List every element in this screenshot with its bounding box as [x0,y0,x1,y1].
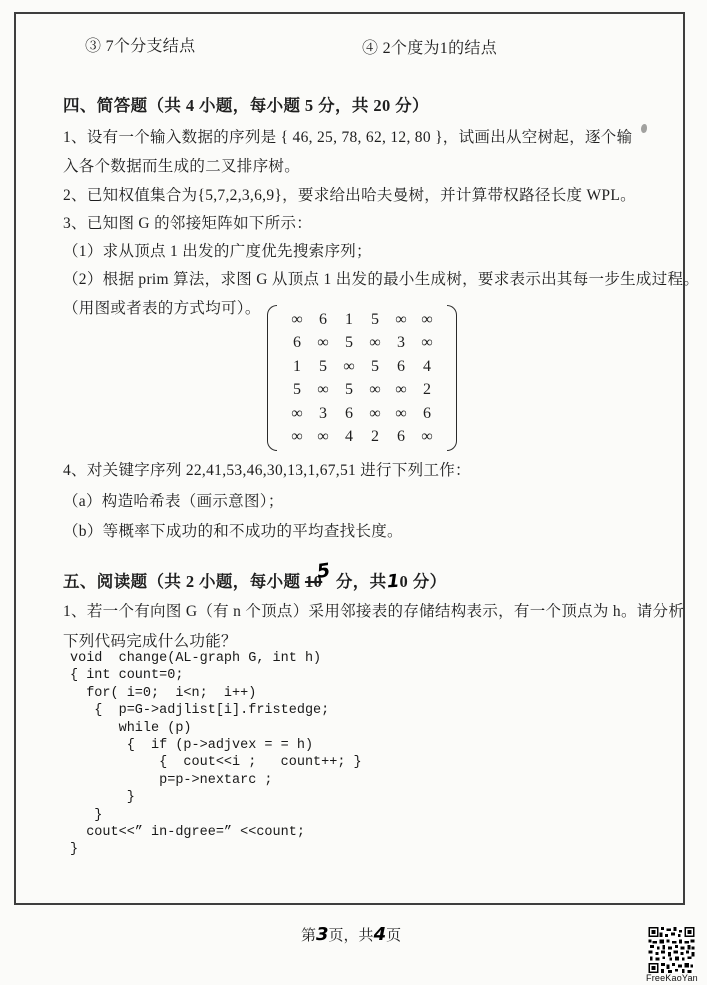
qr-caption: FreeKaoYan [646,973,698,983]
matrix-cell: 6 [293,334,301,352]
s4-q1-line2: 入各个数据而生成的二叉排序树。 [63,158,301,175]
s4-q4-a: （a）构造哈希表（画示意图）； [63,493,284,510]
matrix-row [284,425,440,448]
code-line: cout<<” in-dgree=” <<count; [70,825,305,841]
code-line: { p=G->adjlist[i].fristedge; [70,703,330,719]
s4-q3-sub1: （1）求从顶点 1 出发的广度优先搜索序列； [63,243,372,260]
adjacency-matrix [267,305,457,451]
section5-heading [63,559,447,593]
matrix-cell: 5 [371,311,379,328]
matrix-cell: 4 [423,357,431,375]
code-line: } [70,842,79,858]
code-line: { if (p->adjvex = = h) [70,738,314,754]
matrix-cell: ∞ [369,404,381,422]
s5-q1-line1: 1、若一个有向图 G（有 n 个顶点）采用邻接表的存储结构表示，有一个顶点为 h。请分析 [63,603,685,620]
matrix-cell: ∞ [395,381,407,399]
s5-heading-prefix: 五、阅读题（共 2 小题，每小题 [63,572,305,591]
matrix-cell: 6 [397,357,405,375]
matrix-row [284,378,440,401]
matrix-cell: ∞ [421,311,433,328]
matrix-row [284,331,440,354]
matrix-cell: ∞ [421,427,433,445]
handwritten-page-number: 3 [316,924,329,945]
s5-struck-score: 10 [304,572,323,591]
page-number [301,924,401,945]
code-line: while (p) [70,720,192,736]
s4-q2: 2、已知权值集合为{5,7,2,3,6,9}，要求给出哈夫曼树，并计算带权路径长度 WPL。 [63,187,636,204]
s5-q1-line2: 下列代码完成什么功能？ [63,633,237,650]
matrix-cell: ∞ [369,381,381,399]
matrix-cell: 5 [293,381,301,399]
matrix-cell: 6 [423,404,431,422]
s5-heading-mid: 分，共 [335,572,387,591]
matrix-cell: 5 [319,357,327,375]
code-line: for( i=0; i<n; i++) [70,685,257,701]
matrix-cell: ∞ [317,381,329,399]
handwritten-page-total: 4 [373,924,387,945]
matrix-rows [277,305,447,451]
matrix-cell: 6 [319,311,327,328]
s4-q3: 3、已知图 G 的邻接矩阵如下所示： [63,215,313,232]
matrix-cell: ∞ [291,311,303,328]
matrix-cell: 6 [345,404,353,422]
matrix-cell: 3 [319,404,327,422]
s5-handwritten-total-digit: 1 [386,570,401,593]
code-line: } [70,807,103,823]
s4-q1-line1: 1、设有一个输入数据的序列是 { 46, 25, 78, 62, 12, 80 }，试画出从空树起，逐个输 [63,129,633,146]
matrix-row [284,402,440,425]
matrix-right-bracket [447,305,457,451]
matrix-row [284,308,440,331]
matrix-cell: 5 [371,357,379,375]
matrix-cell: ∞ [291,404,303,422]
code-line: { cout<<i ; count++; } [70,755,362,771]
option-4-degree1-nodes: ④ 2个度为1的结点 [362,40,498,57]
option-3-branch-nodes: ③ 7个分支结点 [85,38,196,55]
s4-q3-sub2: （2）根据 prim 算法，求图 G 从顶点 1 出发的最小生成树，要求表示出其每一步生成过程。 [63,271,700,288]
matrix-cell: 5 [345,381,353,399]
code-line: p=p->nextarc ; [70,772,273,788]
code-listing [70,650,362,859]
matrix-cell: 4 [345,427,353,445]
page-number-suffix: 页 [386,928,402,944]
section4-heading: 四、简答题（共 4 小题，每小题 5 分，共 20 分） [63,96,429,115]
matrix-cell: 1 [293,357,301,375]
matrix-cell: ∞ [317,334,329,352]
s5-heading-suffix: 0 分） [399,572,447,591]
matrix-cell: 1 [345,311,353,328]
matrix-row [284,355,440,378]
qr-code-icon [648,927,695,978]
code-line: } [70,790,135,806]
page-number-mid: 页，共 [328,928,374,944]
s4-q4: 4、对关键字序列 22,41,53,46,30,13,1,67,51 进行下列工作： [63,462,471,479]
matrix-cell: 2 [423,381,431,399]
s5-handwritten-score: 5 [315,559,333,583]
code-line: void change(AL-graph G, int h) [70,651,322,666]
matrix-cell: 3 [397,334,405,352]
page-number-prefix: 第 [301,928,317,944]
matrix-cell: 6 [397,427,405,445]
matrix-cell: ∞ [291,427,303,445]
matrix-left-bracket [267,305,277,451]
matrix-cell: ∞ [395,311,407,328]
matrix-cell: 5 [345,334,353,352]
matrix-cell: 2 [371,427,379,445]
matrix-cell: ∞ [369,334,381,352]
code-line: { int count=0; [70,668,184,684]
matrix-cell: ∞ [343,357,355,375]
matrix-cell: ∞ [421,334,433,352]
s4-q3-note: （用图或者表的方式均可）。 [63,300,261,317]
matrix-cell: ∞ [395,404,407,422]
s4-q4-b: （b）等概率下成功的和不成功的平均查找长度。 [63,523,403,540]
matrix-cell: ∞ [317,427,329,445]
